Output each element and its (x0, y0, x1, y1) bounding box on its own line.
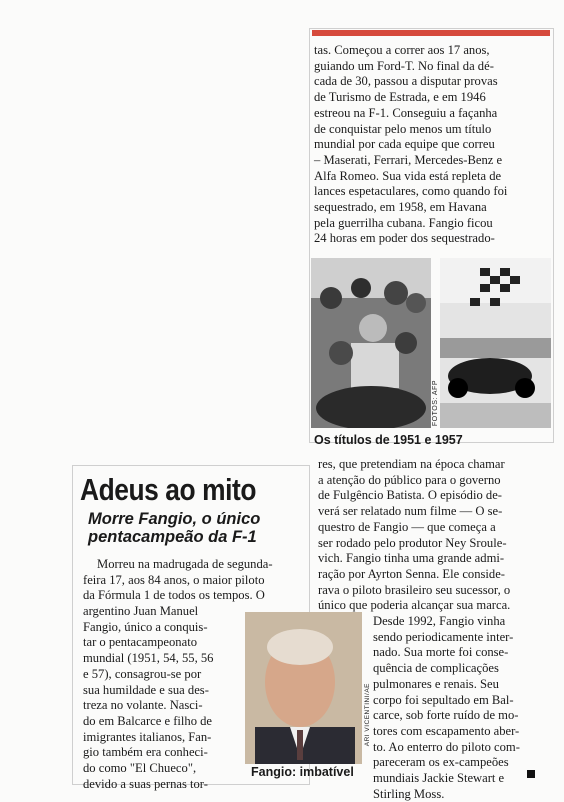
text-line: rava o piloto brasileiro seu sucessor, o (318, 582, 511, 597)
text-line: quência de complicações (373, 661, 499, 676)
photo-race-car (440, 258, 551, 428)
text-line: gio também era conheci- (83, 745, 208, 760)
subheadline (88, 510, 260, 546)
text-line: nado. Sua morte foi conse- (373, 645, 509, 660)
text-line: mundial (1951, 54, 55, 56 (83, 651, 214, 666)
text-line: lances espetaculares, como quando foi (314, 184, 508, 199)
text-line: cada de 30, passou a disputar provas (314, 74, 498, 89)
text-line: e 57), consagrou-se por (83, 666, 202, 681)
photos-caption: Os títulos de 1951 e 1957 (314, 433, 463, 447)
text-line: de conquistar pelo menos um título (314, 121, 492, 136)
text-line: tar o pentacampeonato (83, 635, 197, 650)
text-line: 24 horas em poder dos sequestrado- (314, 231, 495, 246)
text-line: mundial por cada equipe que correu (314, 137, 495, 152)
text-line: ração por Ayrton Senna. Ele conside- (318, 566, 505, 581)
text-line: mundiais Jackie Stewart e (373, 771, 505, 786)
text-line: carce, sob forte ruído de mo- (373, 708, 519, 723)
text-line: Alfa Romeo. Sua vida está repleta de (314, 168, 502, 183)
text-line: do em Balcarce e filho de (83, 713, 213, 728)
text-line: ser rodado pelo produtor Ney Sroule- (318, 535, 507, 550)
right-mid-text (318, 457, 550, 614)
text-line: sendo periodicamente inter- (373, 629, 514, 644)
text-line: tores com escapamento aber- (373, 723, 520, 738)
portrait-credit: ARI VICENTINI/AE (364, 683, 371, 747)
text-line: de Fulgêncio Batista. O episódio de- (318, 488, 502, 503)
portrait-image (245, 612, 362, 764)
text-line: Fangio, único a conquis- (83, 619, 208, 634)
portrait-fangio (245, 612, 362, 764)
text-line: questro de Fangio — que começa a (318, 519, 496, 534)
right-top-text (314, 43, 550, 247)
text-line: estreou na F-1. Conseguiu a façanha (314, 105, 498, 120)
text-line: devido a suas pernas tor- (83, 776, 208, 791)
text-line: feira 17, aos 84 anos, o maior piloto (83, 572, 265, 587)
portrait-caption: Fangio: imbatível (251, 765, 354, 779)
right-bottom-text (373, 614, 551, 802)
text-line: de Turismo de Estrada, e em 1946 (314, 90, 486, 105)
photo-race-image (440, 258, 551, 428)
headline: Adeus ao mito (80, 472, 257, 507)
text-line: Morreu na madrugada de segunda- (97, 557, 273, 571)
text-line: corpo foi sepultado em Bal- (373, 692, 514, 707)
photo-crowd-image (311, 258, 431, 428)
text-line: do como "El Chueco", (83, 761, 197, 776)
text-line: sequestrado, em 1958, em Havana (314, 200, 487, 215)
left-full-text (83, 557, 303, 604)
photo-fangio-crowd (311, 258, 431, 428)
text-line: pareceram os ex-campeões (373, 755, 509, 770)
subhead-line: Morre Fangio, o único (88, 510, 261, 528)
text-line: Desde 1992, Fangio vinha (373, 614, 506, 628)
text-line: res, que pretendiam na época chamar (318, 457, 505, 471)
left-narrow-text (83, 604, 243, 792)
text-line: verá ser relatado num filme — O se- (318, 504, 503, 519)
text-line: a atenção do público para o governo (318, 472, 501, 487)
text-line: vich. Fangio tinha uma grande admi- (318, 551, 505, 566)
text-line: único que poderia alcançar sua marca. (318, 598, 511, 613)
text-line: guiando um Ford-T. No final da dé- (314, 58, 494, 73)
end-mark (527, 770, 535, 778)
subhead-line: pentacampeão da F-1 (88, 528, 257, 546)
text-line: argentino Juan Manuel (83, 604, 199, 618)
text-line: – Maserati, Ferrari, Mercedes-Benz e (314, 152, 503, 167)
text-line: da Fórmula 1 de todos os tempos. O (83, 588, 265, 603)
text-line: Stirling Moss. (373, 786, 445, 801)
text-line: to. Ao enterro do piloto com- (373, 739, 520, 754)
text-line: treza no volante. Nasci- (83, 698, 203, 713)
text-line: tas. Começou a correr aos 17 anos, (314, 43, 490, 57)
photo-credit-afp: FOTOS: AFP (432, 380, 439, 427)
text-line: pela guerrilha cubana. Fangio ficou (314, 215, 493, 230)
text-line: pulmonares e renais. Seu (373, 676, 499, 691)
text-line: sua humildade e sua des- (83, 682, 209, 697)
text-line: imigrantes italianos, Fan- (83, 729, 212, 744)
